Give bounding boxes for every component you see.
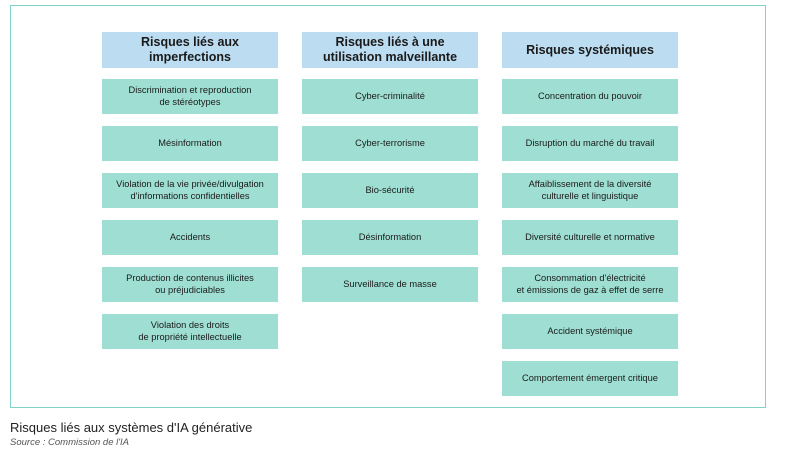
- figure-source: Source : Commission de l'IA: [10, 437, 130, 448]
- risk-box: Cyber-terrorisme: [302, 126, 478, 161]
- risk-box: Consommation d'électricité et émissions de gaz à effet de serre: [502, 267, 678, 302]
- risk-box: Violation des droits de propriété intellectuelle: [102, 314, 278, 349]
- risk-box: Affaiblissement de la diversité culturelle et linguistique: [502, 173, 678, 208]
- risk-box: Disruption du marché du travail: [502, 126, 678, 161]
- risk-box: Désinformation: [302, 220, 478, 255]
- risk-box: Violation de la vie privée/divulgation d'informations confidentielles: [102, 173, 278, 208]
- risk-box: Mésinformation: [102, 126, 278, 161]
- figure-caption: Risques liés aux systèmes d'IA générative: [10, 420, 253, 435]
- risk-box: Production de contenus illicites ou préjudiciables: [102, 267, 278, 302]
- risk-box: Cyber-criminalité: [302, 79, 478, 114]
- column-items: [302, 79, 478, 302]
- column-systemic: [502, 32, 678, 408]
- risk-box: Concentration du pouvoir: [502, 79, 678, 114]
- diagram-frame: [10, 5, 766, 408]
- column-header: Risques liés aux imperfections: [102, 32, 278, 68]
- risk-box: Comportement émergent critique: [502, 361, 678, 396]
- risk-box: Accident systémique: [502, 314, 678, 349]
- column-header: Risques liés à une utilisation malveillante: [302, 32, 478, 68]
- risk-box: Bio-sécurité: [302, 173, 478, 208]
- risk-box: Surveillance de masse: [302, 267, 478, 302]
- column-items: [502, 79, 678, 396]
- column-malicious-use: [302, 32, 478, 314]
- column-imperfections: [102, 32, 278, 361]
- risk-box: Discrimination et reproduction de stéréotypes: [102, 79, 278, 114]
- column-header: Risques systémiques: [502, 32, 678, 68]
- column-items: [102, 79, 278, 349]
- risk-box: Diversité culturelle et normative: [502, 220, 678, 255]
- risk-box: Accidents: [102, 220, 278, 255]
